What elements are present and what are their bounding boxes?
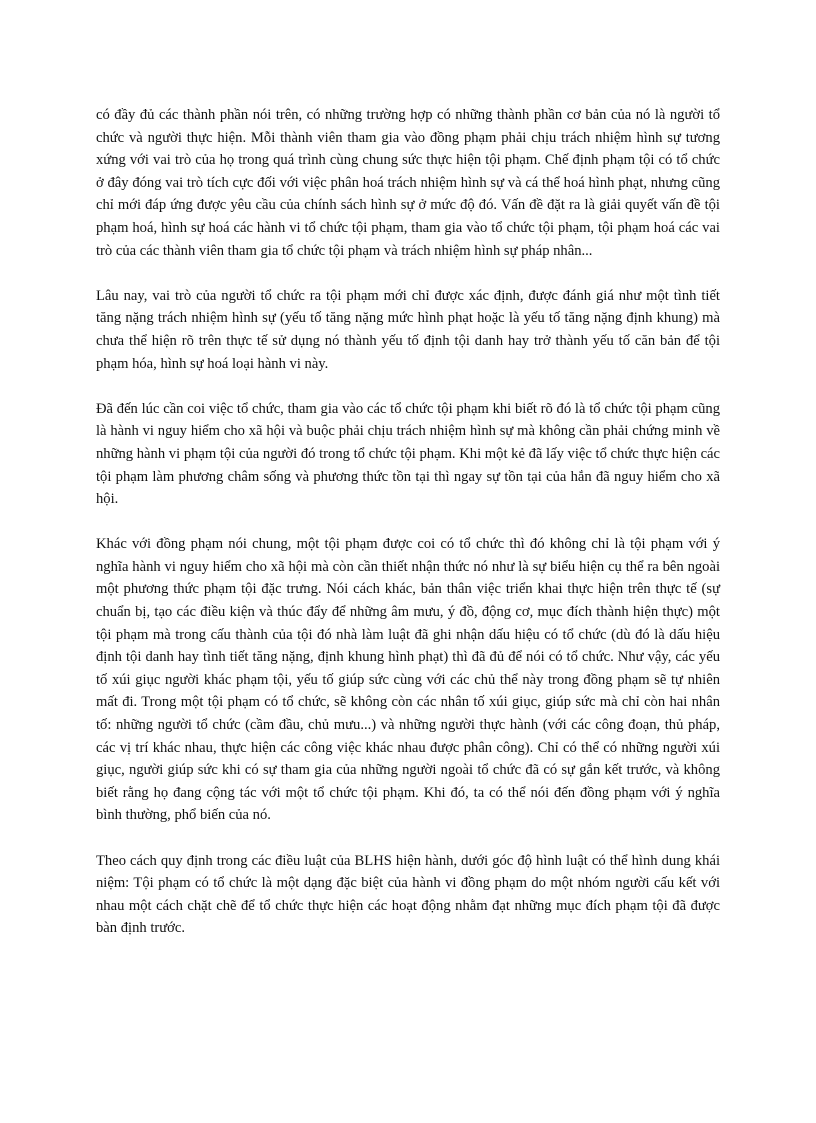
- document-body: [96, 104, 720, 940]
- paragraph-4: Khác với đồng phạm nói chung, một tội phạm được coi có tổ chức thì đó không chỉ là tội phạm với ý nghĩa hành vi nguy hiểm cho xã hội mà còn cần thiết nhận thức nó như là sự biểu hiện cụ thể ra bên ngoài một phương thức phạm tội đặc trưng. Nói cách khác, bản thân việc triển khai thực hiện trên thực tế (sự chuẩn bị, tạo các điều kiện và thúc đẩy để những âm mưu, ý đồ, động cơ, mục đích thành hiện thực) một tội phạm mà trong cấu thành của tội đó nhà làm luật đã ghi nhận dấu hiệu có tổ chức (dù đó là dấu hiệu định tội danh hay tình tiết tăng nặng, định khung hình phạt) thì đã đủ để nói có tổ chức. Như vậy, các yếu tố xúi giục người khác phạm tội, yếu tố giúp sức cùng với các chủ thể này trong đồng phạm sẽ tự nhiên mất đi. Trong một tội phạm có tổ chức, sẽ không còn các nhân tố xúi giục, giúp sức mà chỉ còn hai nhân tố: những người tổ chức (cầm đầu, chủ mưu...) và những người thực hành (với các công đoạn, thủ pháp, các vị trí khác nhau, thực hiện các công việc khác nhau được phân công). Chỉ có thể có những người xúi giục, người giúp sức khi có sự tham gia của những người ngoài tổ chức đã có sự gắn kết trước, và không biết rằng họ đang cộng tác với một tổ chức tội phạm. Khi đó, ta có thể nói đến đồng phạm với ý nghĩa bình thường, phổ biến của nó.: [96, 536, 720, 824]
- paragraph-5: Theo cách quy định trong các điều luật của BLHS hiện hành, dưới góc độ hình luật có thể hình dung khái niệm: Tội phạm có tổ chức là một dạng đặc biệt của hành vi đồng phạm do một nhóm người cấu kết với nhau một cách chặt chẽ để tổ chức thực hiện các hoạt động nhằm đạt những mục đích phạm tội đã được bàn định trước.: [96, 852, 720, 937]
- paragraph-1: có đầy đủ các thành phần nói trên, có những trường hợp có những thành phần cơ bản của nó là người tổ chức và người thực hiện. Mỗi thành viên tham gia vào đồng phạm phải chịu trách nhiệm hình sự tương xứng với vai trò của họ trong quá trình cùng chung sức thực hiện tội phạm. Chế định phạm tội có tổ chức ở đây đóng vai trò tích cực đối với việc phân hoá trách nhiệm hình sự và cá thể hoá hình phạt, nhưng cũng chỉ mới đáp ứng được yêu cầu của chính sách hình sự ở mức độ đó. Vấn đề đặt ra là giải quyết vấn đề tội phạm hoá, hình sự hoá các hành vi tổ chức tội phạm, tham gia vào tổ chức tội phạm, tội phạm hoá các vai trò của các thành viên tham gia tổ chức tội phạm và trách nhiệm hình sự pháp nhân...: [96, 107, 720, 259]
- paragraph-2: Lâu nay, vai trò của người tổ chức ra tội phạm mới chỉ được xác định, được đánh giá như một tình tiết tăng nặng trách nhiệm hình sự (yếu tố tăng nặng mức hình phạt hoặc là yếu tố tăng nặng định khung) mà chưa thể hiện rõ trên thực tế sử dụng nó thành yếu tố định tội danh hay trở thành yếu tố căn bản để tội phạm hóa, hình sự hoá loại hành vi này.: [96, 287, 720, 372]
- paragraph-3: Đã đến lúc cần coi việc tổ chức, tham gia vào các tổ chức tội phạm khi biết rõ đó là tổ chức tội phạm cũng là hành vi nguy hiểm cho xã hội và buộc phải chịu trách nhiệm hình sự mà không cần phải chứng minh về những hành vi phạm tội của người đó trong tổ chức tội phạm. Khi một kẻ đã lấy việc tổ chức thực hiện các tội phạm làm phương châm sống và phương thức tồn tại thì ngay sự tồn tại của hắn đã nguy hiểm cho xã hội.: [96, 400, 720, 508]
